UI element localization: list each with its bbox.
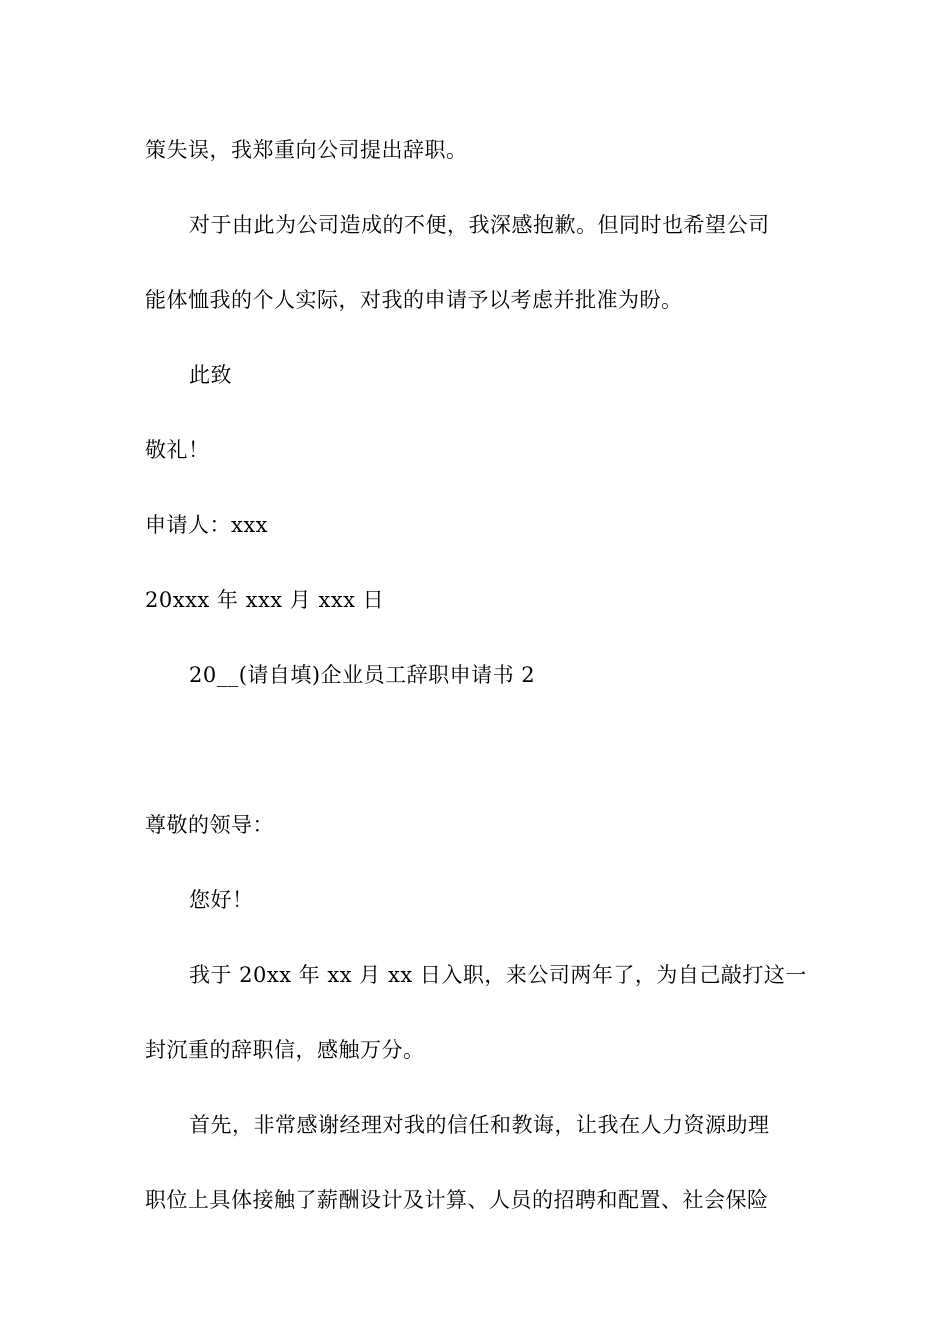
salutation-regards: 敬礼！ xyxy=(145,438,210,462)
greeting-recipient: 尊敬的领导： xyxy=(145,813,274,837)
section-title: 20__(请自填)企业员工辞职申请书 2 xyxy=(189,663,536,687)
paragraph-line: 策失误，我郑重向公司提出辞职。 xyxy=(145,138,468,162)
applicant-name: 申请人：xxx xyxy=(145,513,269,537)
paragraph-line: 封沉重的辞职信，感触万分。 xyxy=(145,1038,425,1062)
paragraph-line: 我于 20xx 年 xx 月 xx 日入职，来公司两年了，为自己敲打这一 xyxy=(189,963,807,987)
paragraph-line: 职位上具体接触了薪酬设计及计算、人员的招聘和配置、社会保险 xyxy=(145,1188,769,1212)
paragraph-line: 对于由此为公司造成的不便，我深感抱歉。但同时也希望公司 xyxy=(189,213,770,237)
paragraph-line: 能体恤我的个人实际，对我的申请予以考虑并批准为盼。 xyxy=(145,288,683,312)
greeting: 您好！ xyxy=(189,888,254,912)
paragraph-line: 首先，非常感谢经理对我的信任和教诲，让我在人力资源助理 xyxy=(189,1113,770,1137)
letter-date: 20xxx 年 xxx 月 xxx 日 xyxy=(145,588,385,612)
salutation-closing: 此致 xyxy=(189,363,232,387)
